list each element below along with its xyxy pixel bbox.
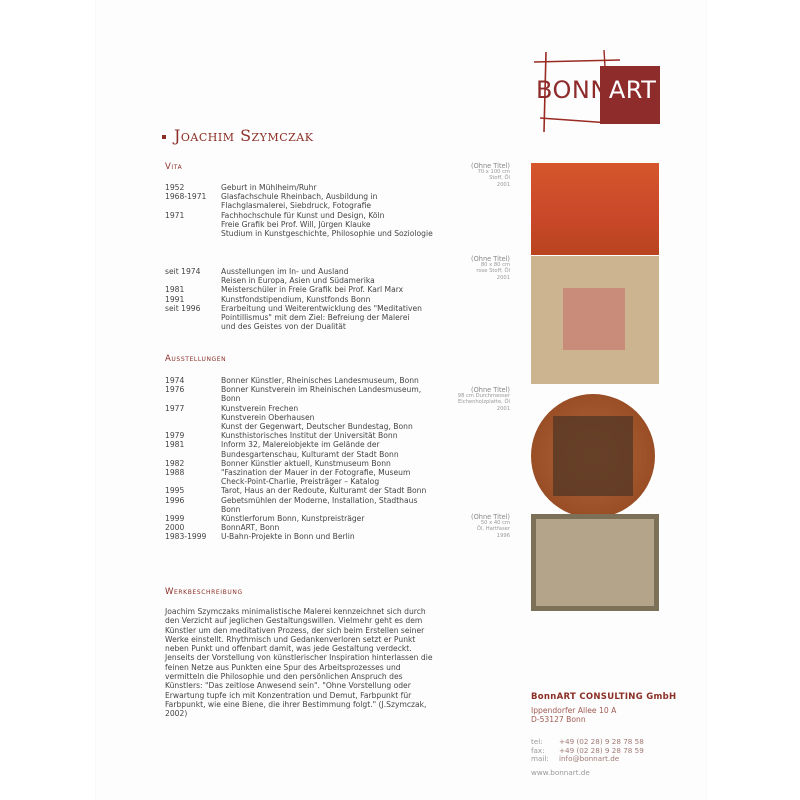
entry-year: [165, 413, 221, 422]
entry-text: Bonner Künstler aktuell, Kunstmuseum Bonn: [221, 458, 391, 468]
entry-year: 1971: [165, 210, 185, 220]
entry-year: 2000: [165, 523, 185, 533]
entry-year: 1988: [165, 468, 185, 478]
entry-text: BonnART, Bonn: [221, 523, 280, 533]
entry-text: "Faszination der Mauer in der Fotografie, Museum: [221, 468, 411, 478]
entry-text: Künstlerforum Bonn, Kunstpreisträger: [221, 514, 365, 524]
werk-heading: Werkbeschreibung: [165, 587, 243, 597]
entry-row: [165, 496, 465, 505]
entry-text: und des Geistes von der Dualität: [221, 322, 346, 332]
title-bullet-icon: [162, 135, 166, 139]
entry-row: [165, 477, 465, 486]
mail-link[interactable]: info@bonnart.de: [559, 754, 620, 764]
entry-text: Bonn: [221, 504, 241, 514]
entry-row: [165, 505, 465, 514]
entry-year: 1979: [165, 431, 185, 441]
entry-text: Kunst der Gegenwart, Deutscher Bundestag, Bonn: [221, 422, 413, 432]
contact-block: [531, 692, 676, 777]
entry-text: Reisen in Europa, Asien und Südamerika: [221, 276, 375, 286]
bonnart-logo: [530, 48, 665, 134]
entry-text: Ausstellungen im In- und Ausland: [221, 267, 349, 276]
entry-row: [165, 486, 465, 495]
artwork-2-caption: (Ohne Titel) 80 x 80 cm rose Stoff, Öl 2001: [471, 255, 510, 281]
entry-row: [165, 285, 465, 294]
ausstellungen-heading: Ausstellungen: [165, 354, 227, 364]
entry-row: [165, 459, 465, 468]
company-name: BonnART CONSULTING GmbH: [531, 692, 677, 702]
entry-row: [165, 192, 465, 201]
entry-text: Bonn: [221, 394, 241, 404]
phone-number: +49 (02 28) 9 28 78 58: [559, 737, 644, 746]
artwork-1-caption: (Ohne Titel) 70 x 100 cm Stoff, Öl 2001: [471, 162, 510, 188]
entry-text: Bonner Kunstverein im Rheinischen Landesmuseum,: [221, 385, 422, 395]
entry-year: 1996: [165, 495, 185, 505]
entry-row: [165, 422, 465, 431]
entry-row: [165, 322, 465, 331]
entry-year: 1952: [165, 183, 185, 192]
entry-year: 1981: [165, 440, 185, 450]
entry-year: seit 1974: [165, 267, 201, 276]
entry-year: 1968-1971: [165, 192, 207, 202]
entry-row: [165, 201, 465, 210]
entry-text: Check-Point-Charlie, Preisträger – Katalog: [221, 477, 380, 487]
entry-year: 1999: [165, 514, 185, 524]
entry-row: [165, 468, 465, 477]
entry-year: [165, 276, 221, 285]
entry-text: Freie Grafik bei Prof. Will, Jürgen Klauke: [221, 219, 371, 229]
entry-text: Glasfachschule Rheinbach, Ausbildung in: [221, 192, 378, 202]
phone-row: tel: +49 (02 28) 9 28 78 58: [531, 737, 644, 746]
artwork-3-caption: (Ohne Titel) 98 cm Durchmesser Eichenholzplatte, Öl 2001: [457, 386, 510, 412]
entry-text: Meisterschüler in Freie Grafik bei Prof. Karl Marx: [221, 285, 404, 295]
entry-row: [165, 431, 465, 440]
entry-text: Gebetsmühlen der Moderne, Installation, Stadthaus: [221, 495, 418, 505]
entry-year: [165, 201, 221, 210]
entry-text: Tarot, Haus an der Redoute, Kulturamt der Stadt Bonn: [221, 486, 427, 496]
entry-year: 1995: [165, 486, 185, 496]
entry-row: [165, 313, 465, 322]
entry-row: [165, 229, 465, 238]
entry-year: 1982: [165, 458, 185, 468]
entry-year: [165, 229, 221, 238]
entry-row: [165, 304, 465, 313]
artwork-3-inner-square: [553, 416, 633, 496]
entry-year: seit 1996: [165, 303, 201, 313]
city: D-53127 Bonn: [531, 715, 586, 724]
artist-name-heading: Joachim Szymczak: [162, 126, 313, 145]
artwork-2-inner-square: [563, 288, 625, 350]
entry-text: U-Bahn-Projekte in Bonn und Berlin: [221, 532, 355, 542]
entry-text: Flachglasmalerei, Siebdruck, Fotografie: [221, 201, 372, 211]
fax-number: +49 (02 28) 9 28 78 59: [559, 745, 644, 755]
entry-row: [165, 211, 465, 220]
entry-year: 1974: [165, 376, 185, 385]
entry-text: Kunstverein Frechen: [221, 403, 299, 413]
entry-text: Kunstverein Oberhausen: [221, 412, 315, 422]
logo-text-art: ART: [608, 76, 657, 104]
entry-row: [165, 413, 465, 422]
entry-row: [165, 440, 465, 449]
entry-year: [165, 477, 221, 486]
entry-year: 1983-1999: [165, 532, 207, 542]
entry-row: [165, 295, 465, 304]
artwork-2-rose-square: [531, 256, 659, 384]
artwork-3-round: [531, 394, 655, 518]
entry-text: Pointillismus" mit dem Ziel: Befreiung der Malerei: [221, 313, 410, 323]
artwork-4-inner: [536, 519, 654, 606]
entry-year: [165, 450, 221, 459]
entry-text: Studium in Kunstgeschichte, Philosophie und Soziologie: [221, 229, 433, 239]
entry-text: Bundesgartenschau, Kulturamt der Stadt Bonn: [221, 449, 399, 459]
entry-text: Kunsthistorisches Institut der Universität Bonn: [221, 431, 398, 441]
entry-text: Geburt in Mühlheim/Ruhr: [221, 183, 317, 192]
entry-text: Fachhochschule für Kunst und Design, Köln: [221, 210, 385, 220]
artwork-4-caption: (Ohne Titel) 50 x 40 cm Öl, Hartfaser 1996: [471, 513, 510, 539]
entry-row: [165, 376, 465, 385]
vita-group-1: [165, 183, 465, 238]
entry-year: [165, 220, 221, 229]
vita-heading: Vita: [165, 162, 183, 172]
artwork-4-textured: [531, 514, 659, 611]
entry-text: Erarbeitung und Weiterentwicklung des "Meditativen: [221, 303, 422, 313]
artwork-1-orange: [531, 163, 659, 255]
entry-year: 1977: [165, 403, 185, 413]
entry-row: [165, 220, 465, 229]
entry-year: 1976: [165, 385, 185, 395]
website-link[interactable]: www.bonnart.de: [531, 767, 590, 777]
entry-year: [165, 505, 221, 514]
werk-paragraph: Joachim Szymczaks minimalistische Malerei kennzeichnet sich durch den Verzicht auf jeglichen Gestaltungswillen. Vielmehr geht es dem Künstler um den meditativen Prozess, der sich beim Erstellen seiner Werke einstellt. Rhythmisch und Gedankenverloren setzt er Punkt neben Punkt und offenbart damit, was jede Gestaltung verdeckt. Jenseits der Vorstellung von künstlerischer Inspiration hinterlassen die feinen Netze aus Punkten eine Spur des Arbeitsprozesses und vermitteln die Philosophie und den persönlichen Anspruch des Künstlers: "Das zeitlose Anwesend sein". "Ohne Vorstellung oder Erwartung tupfe ich mit Konzentration und Demut, Farbpunkt für Farbpunkt, wie eine Biene, die ihrer Bestimmung folgt." (J.Szymczak, 2002): [165, 607, 433, 719]
entry-text: Kunstfondstipendium, Kunstfonds Bonn: [221, 294, 371, 304]
logo-text-bonn: BONN: [536, 76, 609, 104]
entry-year: 1981: [165, 285, 185, 295]
entry-year: [165, 313, 221, 322]
entry-year: [165, 322, 221, 331]
entry-text: Bonner Künstler, Rheinisches Landesmuseum, Bonn: [221, 376, 419, 385]
entry-year: 1991: [165, 294, 185, 304]
entry-text: Inform 32, Malereiobjekte im Gelände der: [221, 440, 380, 450]
street: Ippendorfer Allee 10 A: [531, 706, 617, 715]
fax-row: fax: +49 (02 28) 9 28 78 59: [531, 745, 644, 755]
mail-row: mail: info@bonnart.de: [531, 754, 620, 764]
entry-row: [165, 450, 465, 459]
entry-year: [165, 422, 221, 431]
entry-year: [165, 394, 221, 403]
